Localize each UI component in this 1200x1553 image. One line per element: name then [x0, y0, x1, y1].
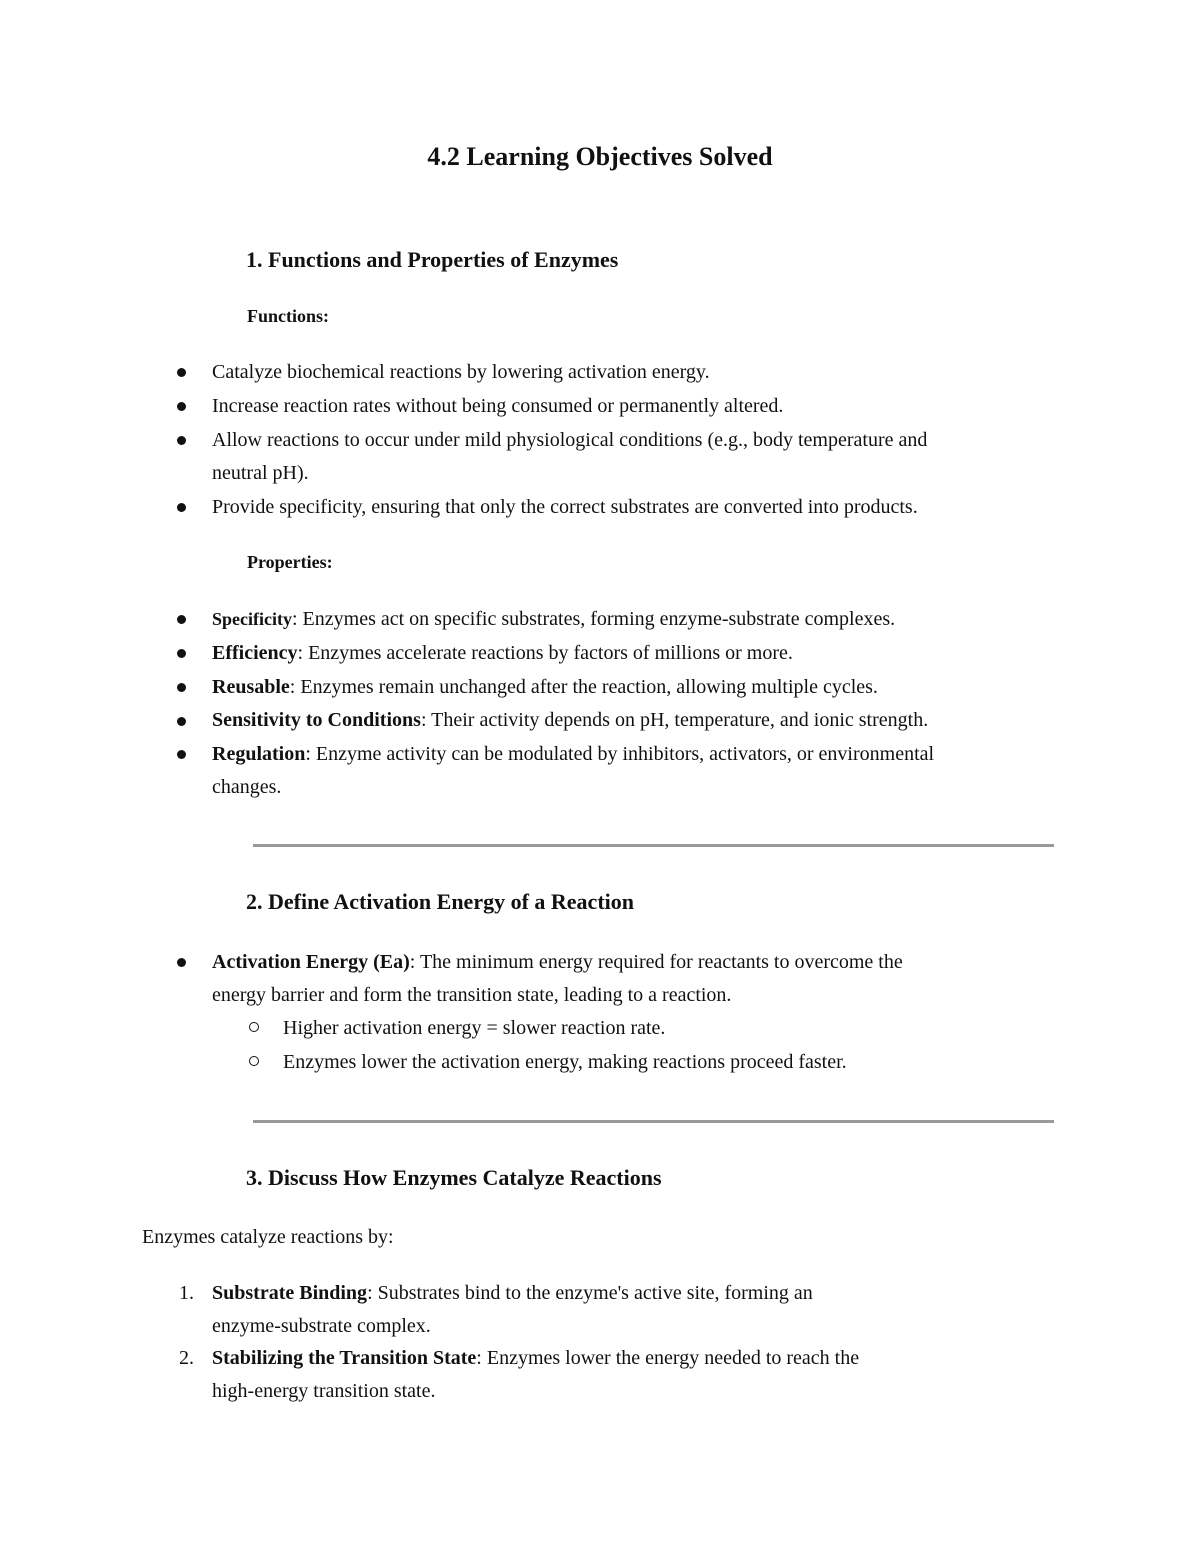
functions-item: Catalyze biochemical reactions by lowering activation energy. [212, 361, 710, 383]
step-number: 1. [179, 1282, 194, 1304]
bullet-icon [177, 750, 186, 759]
step-item [212, 1280, 813, 1306]
property-item [212, 606, 895, 632]
sub-item: Higher activation energy = slower reaction rate. [283, 1017, 666, 1039]
bullet-icon [177, 368, 186, 377]
sub-item: Enzymes lower the activation energy, making reactions proceed faster. [283, 1051, 847, 1073]
section-3-heading: 3. Discuss How Enzymes Catalyze Reactions [246, 1165, 662, 1190]
bullet-icon [177, 717, 186, 726]
activation-energy-continuation: energy barrier and form the transition state, leading to a reaction. [212, 984, 732, 1006]
bullet-icon [177, 649, 186, 658]
step-number: 2. [179, 1347, 194, 1369]
functions-label: Functions: [247, 306, 330, 326]
property-item-continuation: changes. [212, 776, 282, 798]
step-term: Substrate Binding [212, 1282, 368, 1304]
section-2-heading: 2. Define Activation Energy of a Reaction [246, 889, 634, 914]
property-term: Specificity [212, 609, 292, 629]
activation-energy-item [212, 949, 903, 975]
bullet-icon [177, 436, 186, 445]
horizontal-rule [253, 1120, 1054, 1123]
horizontal-rule [253, 844, 1054, 847]
bullet-icon [177, 503, 186, 512]
hollow-bullet-icon [249, 1056, 259, 1066]
step-continuation: enzyme-substrate complex. [212, 1315, 431, 1337]
bullet-icon [177, 958, 186, 967]
section-1-heading: 1. Functions and Properties of Enzymes [246, 247, 619, 272]
property-term: Regulation [212, 743, 306, 765]
properties-label: Properties: [247, 552, 333, 572]
functions-item-continuation: neutral pH). [212, 462, 309, 484]
bullet-icon [177, 402, 186, 411]
page-title: 4.2 Learning Objectives Solved [427, 142, 773, 171]
property-text: : Enzymes accelerate reactions by factors of millions or more. [297, 642, 793, 664]
functions-item: Provide specificity, ensuring that only the correct substrates are converted into products. [212, 496, 918, 518]
bullet-icon [177, 615, 186, 624]
property-term: Efficiency [212, 642, 298, 664]
step-text: : Substrates bind to the enzyme's active site, forming an [367, 1282, 813, 1304]
property-item [212, 640, 793, 666]
step-continuation: high-energy transition state. [212, 1380, 436, 1402]
bullet-icon [177, 683, 186, 692]
activation-energy-term: Activation Energy (Ea) [212, 951, 410, 973]
property-text: : Enzymes act on specific substrates, forming enzyme-substrate complexes. [291, 608, 896, 630]
functions-item: Increase reaction rates without being consumed or permanently altered. [212, 395, 784, 417]
property-term: Sensitivity to Conditions [212, 709, 421, 731]
property-text: : Enzyme activity can be modulated by inhibitors, activators, or environmental [305, 743, 935, 765]
functions-item: Allow reactions to occur under mild physiological conditions (e.g., body temperature and [212, 429, 928, 451]
step-term: Stabilizing the Transition State [212, 1347, 477, 1369]
property-item [212, 674, 878, 700]
property-item [212, 741, 934, 767]
hollow-bullet-icon [249, 1022, 259, 1032]
property-item [212, 707, 928, 733]
property-text: : Enzymes remain unchanged after the reaction, allowing multiple cycles. [289, 676, 878, 698]
activation-energy-text: : The minimum energy required for reactants to overcome the [409, 951, 903, 973]
section-3-intro: Enzymes catalyze reactions by: [142, 1226, 394, 1248]
property-text: : Their activity depends on pH, temperature, and ionic strength. [420, 709, 929, 731]
step-item [212, 1345, 859, 1371]
property-term: Reusable [212, 676, 290, 698]
step-text: : Enzymes lower the energy needed to reach the [476, 1347, 860, 1369]
